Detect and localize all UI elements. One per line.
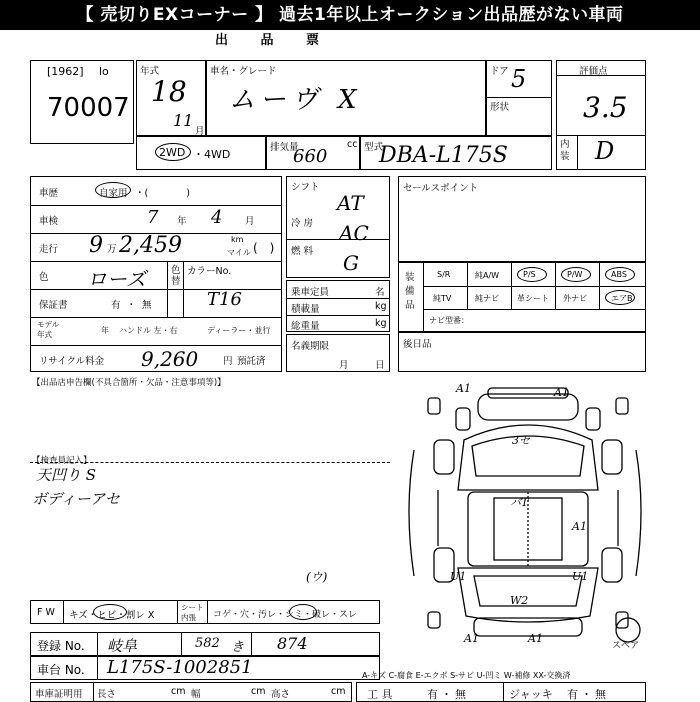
drive-2wd: 2WD	[159, 146, 186, 159]
fw-circle-2	[289, 604, 317, 620]
registration-number: 874	[277, 634, 308, 653]
tools-value: 有・無	[427, 688, 469, 701]
model-year-label2: 年式	[37, 330, 52, 339]
model-year-unit: 年	[101, 326, 109, 335]
mark-left: U1	[450, 570, 467, 583]
tools-label: 工 具	[367, 688, 393, 701]
equip-leather: 革シート	[517, 294, 549, 303]
registration-kana: き	[231, 640, 245, 655]
color-label: 色	[39, 272, 49, 283]
model-year-label1: モデル	[37, 320, 60, 329]
mileage-man: 9	[89, 233, 103, 258]
mark-center: バT	[510, 496, 529, 509]
aircon-label: 冷 房	[291, 218, 314, 229]
equip-pw: P/W	[567, 270, 583, 279]
mark-right: A1	[572, 520, 587, 533]
equip-pw-circle	[561, 267, 591, 282]
inspector-line1: 天凹り S	[36, 466, 97, 484]
model-year-handle: ハンドル 左・右	[119, 326, 178, 335]
registration-class: 582	[195, 636, 220, 651]
garage-cert-label: 車庫証明用	[35, 689, 83, 700]
car-damage-diagram	[400, 380, 650, 650]
equipment-label: 装備品	[405, 272, 415, 311]
fw-sheet2: 内張	[181, 613, 196, 622]
equip-navi: 純ナビ	[475, 294, 499, 303]
equipment-box	[398, 262, 646, 332]
inspector-label: 【検査員記入】	[32, 456, 92, 466]
inspection-month-unit: 月	[245, 216, 255, 227]
model-type-box	[360, 136, 552, 170]
registration-row	[30, 632, 380, 656]
history-label: 車歴	[39, 188, 59, 199]
warranty-label: 保証書	[39, 300, 68, 311]
inspector-line2: ボディーアセ	[32, 490, 120, 508]
equip-abs: ABS	[611, 270, 627, 279]
capacity-block	[286, 280, 390, 332]
mark-a1-top-right: A1	[554, 386, 569, 399]
height-unit: cm	[331, 686, 346, 697]
interior-value: D	[595, 137, 615, 165]
capacity-gross-unit: kg	[375, 318, 387, 329]
chassis-row	[30, 656, 380, 680]
sales-point-label: セールスポイント	[403, 183, 479, 194]
year-month: 11	[173, 111, 194, 130]
fw-label: F W	[37, 607, 55, 618]
width-unit: cm	[251, 686, 266, 697]
chassis-label: 車台 No.	[37, 663, 85, 677]
capacity-gross: 総重量	[291, 321, 320, 332]
shift-value: AT	[337, 191, 364, 215]
mark-right-low: U1	[572, 570, 589, 583]
color-no-value: T16	[207, 289, 242, 310]
score-box	[556, 60, 646, 170]
mileage-paren: ( )	[253, 241, 275, 255]
fw-items: キズ・ヒビ・割レ X	[69, 610, 155, 621]
capacity-load-unit: kg	[375, 301, 387, 312]
lot-box	[30, 60, 134, 144]
equip-airbag: エアB	[611, 294, 633, 303]
chassis-value: L175S-1002851	[107, 657, 253, 678]
mark-bottom-left: A1	[464, 632, 479, 645]
displacement-unit: cc	[347, 139, 358, 150]
year-month-unit: 月	[195, 126, 205, 137]
length-unit: cm	[171, 686, 186, 697]
jack-value: 有・無	[567, 688, 609, 701]
expiry-block	[286, 334, 390, 372]
car-name-value: ムーヴ X	[229, 85, 363, 115]
later-box	[398, 332, 646, 372]
equip-abs-circle	[605, 267, 635, 282]
year-value: 18	[151, 75, 187, 108]
capacity-riding: 乗車定員	[291, 287, 330, 298]
equip-navi-model: ナビ型番：	[429, 316, 469, 325]
recycle-unit: 円	[223, 356, 233, 367]
mark-bottom: W2	[510, 594, 529, 607]
aircon-value: AC	[339, 221, 369, 245]
year-box	[136, 60, 206, 136]
fw-items2: コゲ・穴・汚レ・シミ・破レ・スレ	[213, 610, 358, 620]
history-value: 自家用	[99, 188, 128, 199]
inspection-label: 車検	[39, 216, 59, 227]
lot-number: 70007	[47, 93, 130, 123]
inspection-year: 7	[147, 207, 159, 228]
color-no-label: カラーNo.	[187, 266, 232, 277]
model-type-value: DBA-L175S	[379, 143, 508, 168]
equip-airbag-circle	[605, 290, 635, 305]
expiry-month: 月	[339, 360, 349, 371]
car-name-label: 車名・グレード	[210, 66, 277, 77]
notes-header: 【出品店申告欄(不具合箇所・欠品・注意事項等)】	[32, 378, 226, 388]
sheet-title: 出 品 票	[215, 33, 334, 48]
interior-label: 内装	[560, 139, 570, 162]
damage-legend: A-キズ C-腐食 E-エクボ S-サビ U-凹ミ W-補修 XX-交換済	[362, 671, 571, 680]
displacement-box	[266, 136, 360, 170]
doors-label: ドア	[490, 66, 509, 77]
jack-label: ジャッキ	[509, 688, 553, 701]
expiry-day: 日	[375, 360, 385, 371]
later-label: 後日品	[403, 339, 432, 350]
inspection-year-unit: 年	[177, 216, 187, 227]
recycle-note: 預託済	[237, 356, 266, 367]
mileage-man-unit: 万	[107, 244, 117, 255]
mileage-label: 走行	[39, 244, 59, 255]
inspection-month: 4	[211, 207, 223, 228]
mileage-unit-km: km	[231, 235, 244, 244]
equip-aw: 純A/W	[475, 271, 500, 280]
equip-sr: S/R	[437, 270, 451, 279]
mark-a1-top-left: A1	[456, 382, 471, 395]
model-type-label: 型式	[364, 142, 384, 153]
mark-roof: 3セ	[512, 434, 530, 447]
banner-title: 【 売切りEXコーナー 】 過去1年以上オークション出品歴がない車両	[0, 0, 700, 30]
equip-ext-navi: 外ナビ	[563, 294, 587, 303]
left-info-block	[30, 176, 282, 372]
recycle-value: 9,260	[141, 347, 199, 371]
bottom-row-left	[30, 682, 352, 702]
score-label: 評価点	[579, 66, 608, 77]
shift-label: シフト	[291, 182, 320, 193]
shape-label: 形状	[490, 102, 510, 113]
mileage-unit-mile: マイル	[227, 248, 251, 257]
mark-spare: スペア	[612, 641, 640, 650]
equip-tv: 純TV	[433, 294, 452, 303]
fw-sheet: シート	[181, 603, 204, 612]
bottom-row-right	[356, 682, 646, 702]
registration-label: 登録 No.	[37, 639, 85, 653]
fuel-label: 燃 料	[291, 246, 314, 257]
color-change: 色替	[171, 265, 181, 287]
fw-note: (ウ)	[306, 570, 328, 584]
registration-pref: 岐阜	[107, 637, 138, 655]
sales-point-box	[398, 176, 646, 262]
recycle-label: リサイクル料金	[39, 356, 105, 367]
history-paren: ・( )	[135, 188, 190, 199]
capacity-load: 積載量	[291, 304, 320, 315]
doors-value: 5	[511, 65, 527, 93]
length-label: 長さ	[97, 689, 117, 700]
warranty-value: 有・無	[111, 300, 158, 311]
middle-info-block	[286, 176, 390, 278]
width-label: 幅	[191, 689, 201, 700]
capacity-riding-unit: 名	[375, 287, 385, 298]
displacement-label: 排気量	[270, 142, 299, 153]
equip-ps-circle	[517, 267, 547, 282]
mark-bottom-right: A1	[528, 632, 543, 645]
fuel-value: G	[343, 251, 359, 275]
lot-mark: lo	[99, 65, 109, 78]
car-name-box	[206, 60, 486, 136]
height-label: 高さ	[271, 689, 291, 700]
drive-box	[136, 136, 266, 170]
mileage-rest: 2,459	[119, 233, 182, 258]
displacement-value: 660	[293, 146, 328, 167]
fw-circle	[93, 604, 127, 620]
fw-row	[30, 600, 380, 624]
lot-code: [1962]	[47, 65, 84, 78]
equip-ps: P/S	[523, 270, 536, 279]
doors-box	[486, 60, 552, 136]
year-label: 年式	[140, 66, 160, 77]
color-value: ローズ	[87, 267, 146, 291]
score-value: 3.5	[583, 91, 628, 124]
drive-4wd: ・4WD	[193, 148, 231, 161]
expiry-label: 名義期限	[291, 341, 330, 352]
model-year-dealer: ディーラー・並行	[207, 326, 271, 335]
